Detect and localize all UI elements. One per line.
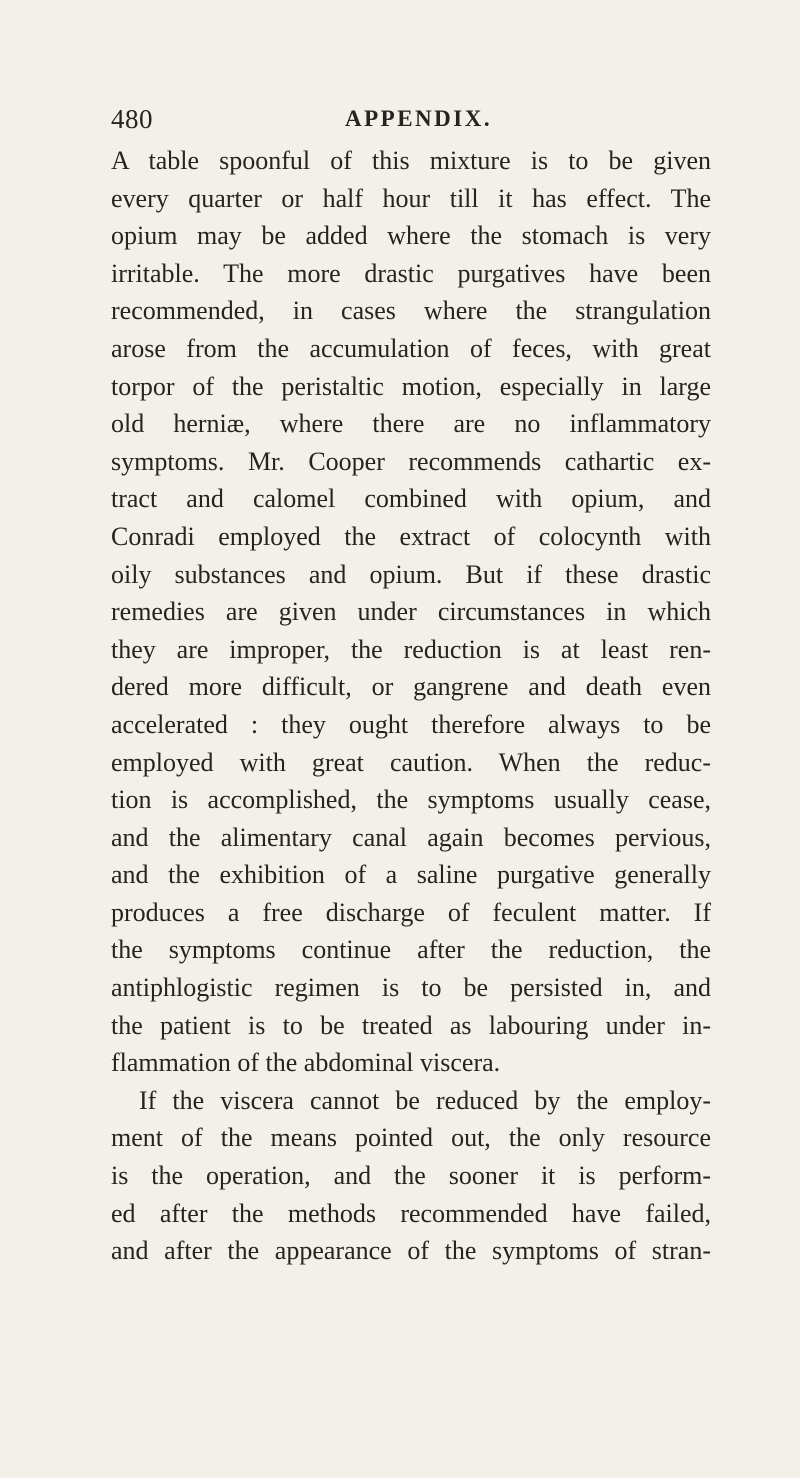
text-line: old herniæ, where there are no inflammatory — [111, 409, 711, 439]
text-line: they are improper, the reduction is at least ren- — [111, 634, 711, 664]
text-line: ed after the methods recommended have failed, — [111, 1198, 711, 1228]
text-line: accelerated : they ought therefore always to be — [111, 709, 711, 739]
text-line: symptoms. Mr. Cooper recommends cathartic ex- — [111, 446, 711, 476]
text-line: the symptoms continue after the reduction, the — [111, 935, 711, 965]
text-line: recommended, in cases where the strangulation — [111, 296, 711, 326]
text-line: produces a free discharge of feculent matter. If — [111, 897, 711, 927]
text-line: and the alimentary canal again becomes pervious, — [111, 822, 711, 852]
paragraph-1 — [111, 142, 711, 1082]
text-line: every quarter or half hour till it has effect. The — [111, 183, 711, 213]
text-line: remedies are given under circumstances in which — [111, 597, 711, 627]
text-line: and the exhibition of a saline purgative generally — [111, 860, 711, 890]
text-line: flammation of the abdominal viscera. — [111, 1048, 501, 1078]
paragraph-2 — [111, 1082, 711, 1270]
text-line: is the operation, and the sooner it is perform- — [111, 1161, 711, 1191]
running-head: APPENDIX. — [345, 106, 493, 131]
text-line: Conradi employed the extract of colocynth with — [111, 521, 711, 551]
text-line: oily substances and opium. But if these drastic — [111, 559, 711, 589]
text-line: A table spoonful of this mixture is to be given — [111, 146, 711, 175]
text-line: tract and calomel combined with opium, and — [111, 484, 711, 514]
text-line: the patient is to be treated as labouring under in- — [111, 1010, 711, 1040]
page-number: 480 — [111, 104, 153, 134]
text-line: tion is accomplished, the symptoms usually cease, — [111, 785, 711, 815]
page-header — [111, 101, 711, 137]
text-line: torpor of the peristaltic motion, especially in large — [111, 371, 711, 401]
text-line: antiphlogistic regimen is to be persisted in, and — [111, 973, 711, 1003]
text-line: and after the appearance of the symptoms of stran- — [111, 1236, 711, 1266]
text-line: irritable. The more drastic purgatives have been — [111, 258, 711, 288]
text-line: If the viscera cannot be reduced by the employ- — [139, 1085, 711, 1115]
text-line: dered more difficult, or gangrene and death even — [111, 672, 711, 702]
text-line: opium may be added where the stomach is very — [111, 221, 711, 251]
text-line: arose from the accumulation of feces, with great — [111, 333, 711, 363]
text-line: ment of the means pointed out, the only resource — [111, 1123, 711, 1153]
text-line: employed with great caution. When the reduc- — [111, 747, 711, 777]
body-text — [111, 142, 711, 1270]
